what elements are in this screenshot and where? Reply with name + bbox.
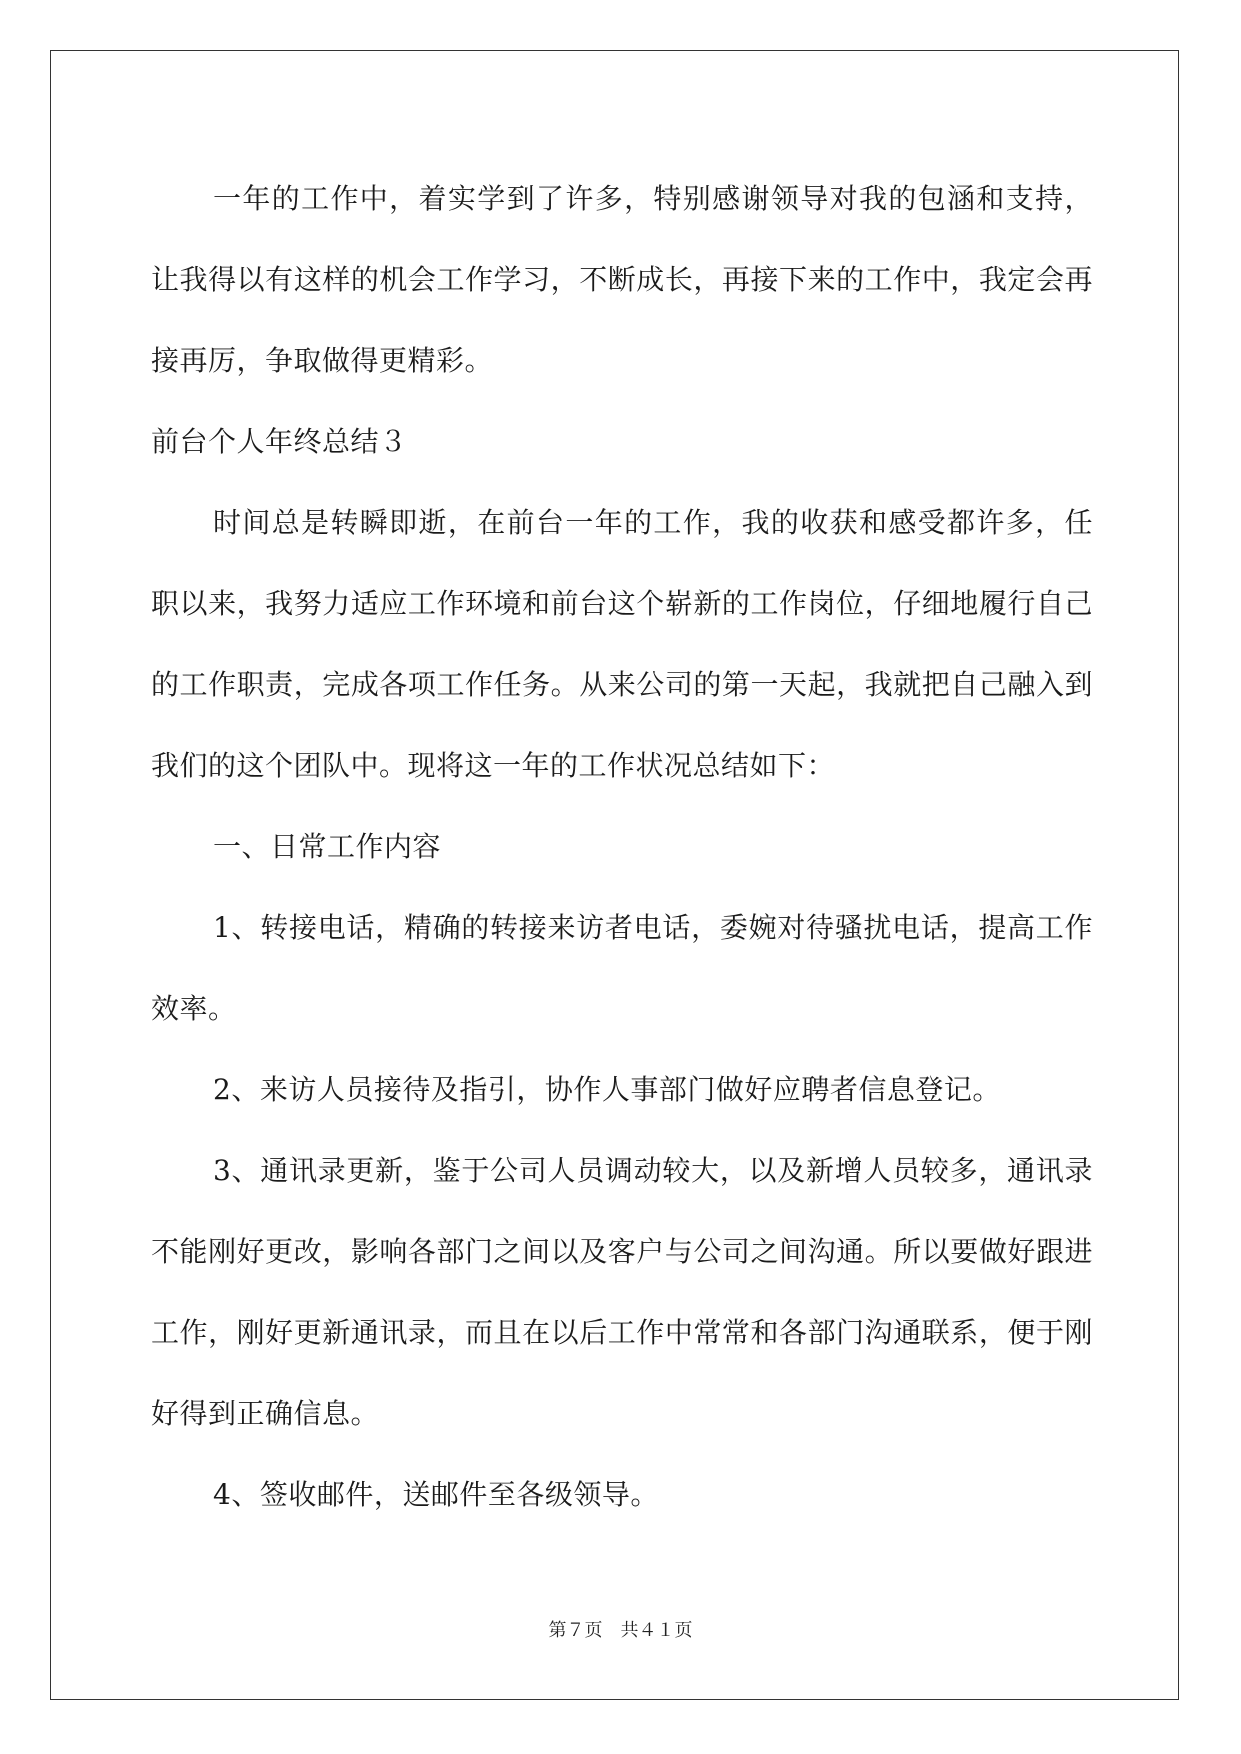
section-heading: 前台个人年终总结３ <box>151 425 408 458</box>
list-item: 3、通讯录更新，鉴于公司人员调动较大，以及新增人员较多，通讯录不能刚好更改，影响各部门之间以及客户与公司之间沟通。所以要做好跟进工作，刚好更新通讯录，而且在以后工作中常常和各部门沟通联系，便于刚好得到正确信息。 <box>151 1154 1093 1430</box>
list-item: 2、来访人员接待及指引，协作人事部门做好应聘者信息登记。 <box>213 1073 1001 1106</box>
page-number: 第７页 <box>548 1620 603 1641</box>
paragraph: 一年的工作中，着实学到了许多，特别感谢领导对我的包涵和支持，让我得以有这样的机会工作学习，不断成长，再接下来的工作中，我定会再接再厉，争取做得更精彩。 <box>151 182 1093 377</box>
page-footer <box>0 1616 1241 1642</box>
list-item: 1、转接电话，精确的转接来访者电话，委婉对待骚扰电话，提高工作效率。 <box>151 911 1093 1025</box>
document-body <box>151 158 1093 1535</box>
list-item: 4、签收邮件，送邮件至各级领导。 <box>213 1478 659 1511</box>
page-total: 共４１页 <box>620 1620 693 1641</box>
subheading: 一、日常工作内容 <box>213 830 442 863</box>
paragraph: 时间总是转瞬即逝，在前台一年的工作，我的收获和感受都许多，任职以来，我努力适应工作环境和前台这个崭新的工作岗位，仔细地履行自己的工作职责，完成各项工作任务。从来公司的第一天起，我就把自己融入到我们的这个团队中。现将这一年的工作状况总结如下： <box>151 506 1093 782</box>
